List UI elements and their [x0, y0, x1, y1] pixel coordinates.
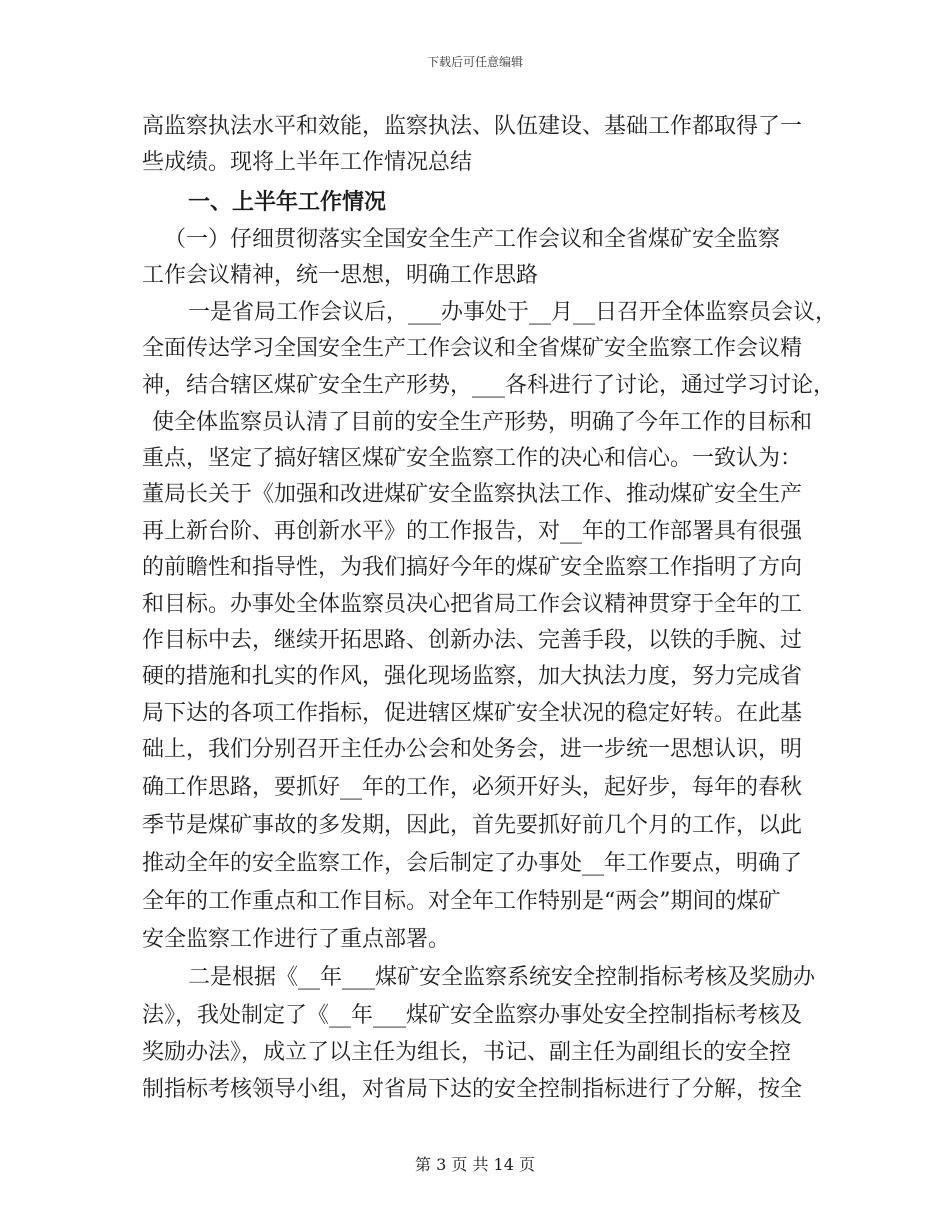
- subsection-heading-line: 工作会议精神，统一思想，明确工作思路: [142, 263, 539, 288]
- text-line: 董局长关于《加强和改进煤矿安全监察执法工作、推动煤矿安全生产: [142, 482, 803, 507]
- text-line: 二是根据《__年___煤矿安全监察系统安全控制指标考核及奖励办: [188, 965, 816, 990]
- text-line: 再上新台阶、再创新水平》的工作报告，对__年的工作部署具有很强: [142, 519, 803, 544]
- text-line: 础上，我们分别召开主任办公会和处务会，进一步统一思想认识，明: [142, 737, 803, 762]
- page-header-note: 下载后可任意编辑: [426, 55, 523, 69]
- text-line: 使全体监察员认清了目前的安全生产形势，明确了今年工作的目标和: [152, 410, 813, 435]
- text-line: 局下达的各项工作指标，促进辖区煤矿安全状况的稳定好转。在此基: [142, 701, 803, 726]
- text-line: 制指标考核领导小组，对省局下达的安全控制指标进行了分解，按全: [142, 1077, 803, 1102]
- page-number: 第 3 页 共 14 页: [415, 1155, 535, 1174]
- text-line: 硬的措施和扎实的作风，强化现场监察，加大执法力度，努力完成省: [142, 664, 803, 689]
- text-line: 作目标中去，继续开拓思路、创新办法、完善手段，以铁的手腕、过: [142, 628, 803, 653]
- text-line: 全年的工作重点和工作目标。对全年工作特别是“两会”期间的煤矿: [142, 889, 781, 914]
- text-line: 些成绩。现将上半年工作情况总结: [142, 150, 473, 175]
- section-heading: 一、上半年工作情况: [188, 189, 387, 215]
- text-line: 奖励办法》，成立了以主任为组长，书记、副主任为副组长的安全控: [142, 1040, 792, 1065]
- text-line: 全面传达学习全国安全生产工作会议和全省煤矿安全监察工作会议精: [142, 336, 803, 361]
- text-line: 安全监察工作进行了重点部署。: [142, 927, 451, 952]
- text-line: 一是省局工作会议后，___办事处于__月__日召开全体监察员会议，: [188, 300, 838, 325]
- text-line: 和目标。办事处全体监察员决心把省局工作会议精神贯穿于全年的工: [142, 592, 803, 617]
- subsection-heading-line: （一）仔细贯彻落实全国安全生产工作会议和全省煤矿安全监察: [164, 227, 781, 252]
- text-line: 确工作思路，要抓好__年的工作，必须开好头，起好步，每年的春秋: [142, 775, 803, 800]
- text-line: 推动全年的安全监察工作，会后制定了办事处__年工作要点，明确了: [142, 851, 803, 876]
- text-line: 的前瞻性和指导性，为我们搞好今年的煤矿安全监察工作指明了方向: [142, 555, 803, 580]
- text-line: 神，结合辖区煤矿安全生产形势，___各科进行了讨论，通过学习讨论，: [142, 373, 836, 398]
- text-line: 法》，我处制定了《__年___煤矿安全监察办事处安全控制指标考核及: [142, 1003, 803, 1028]
- text-line: 高监察执法水平和效能，监察执法、队伍建设、基础工作都取得了一: [142, 114, 803, 139]
- text-line: 重点，坚定了搞好辖区煤矿安全监察工作的决心和信心。一致认为：: [142, 446, 803, 471]
- text-line: 季节是煤矿事故的多发期，因此，首先要抓好前几个月的工作，以此: [142, 813, 803, 838]
